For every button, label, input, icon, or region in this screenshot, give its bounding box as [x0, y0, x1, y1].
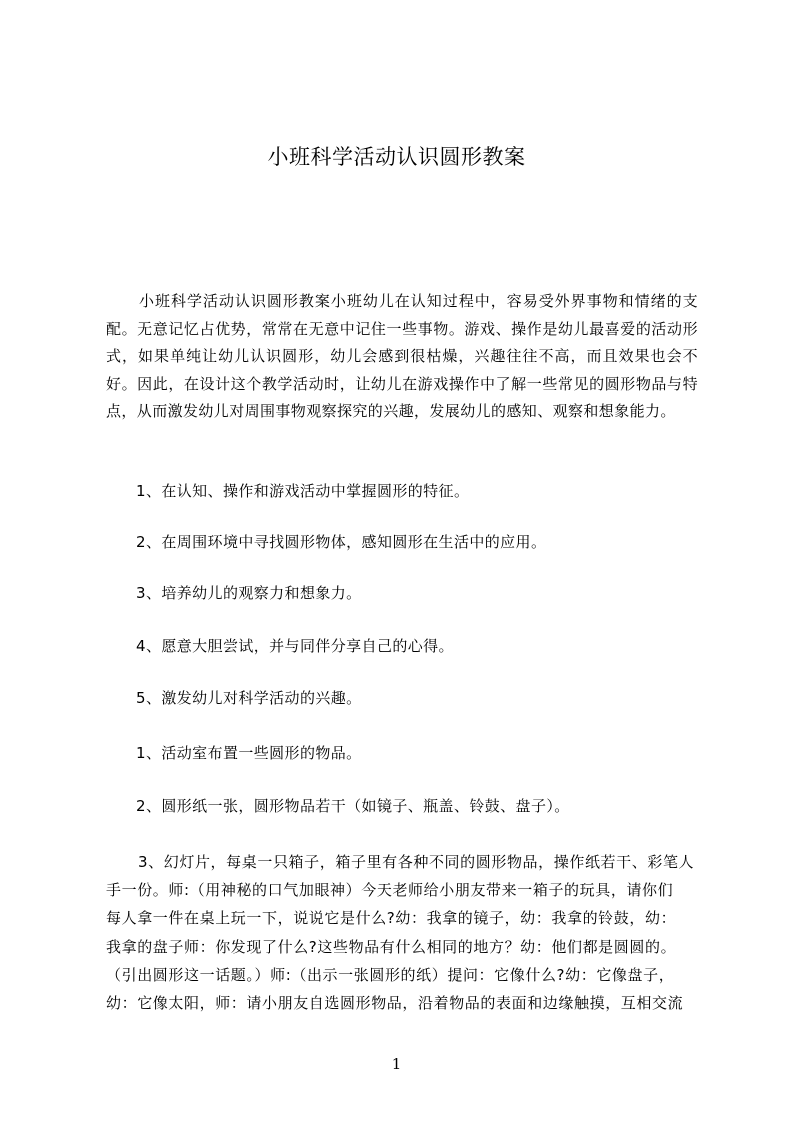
process-line: 我拿的盘子师：你发现了什么?这些物品有什么相同的地方？幼：他们都是圆圆的。 — [106, 937, 677, 956]
process-line: 手一份。师:（用神秘的口气加眼神）今天老师给小朋友带来一箱子的玩具，请你们 — [106, 881, 674, 900]
intro-paragraph: 小班科学活动认识圆形教案小班幼儿在认知过程中，容易受外界事物和情绪的支配。无意记忆占优势，常常在无意中记住一些事物。游戏、操作是幼儿最喜爱的活动形式，如果单纯让幼儿认识圆形，幼儿会感到很枯燥，兴趣往往不高，而且效果也会不好。因此，在设计这个教学活动时，让幼儿在游戏操作中了解一些常见的圆形物品与特点，从而激发幼儿对周围事物观察探究的兴趣，发展幼儿的感知、观察和想象能力。 — [106, 292, 698, 421]
page-title: 小班科学活动认识圆形教案 — [267, 145, 526, 169]
process-line: 3、幻灯片，每桌一只箱子，箱子里有各种不同的圆形物品，操作纸若干、彩笔人 — [138, 853, 695, 871]
page-number: 1 — [391, 1055, 402, 1073]
process-line: 幼：它像太阳，师：请小朋友自选圆形物品，沿着物品的表面和边缘触摸，互相交流 — [106, 994, 684, 1013]
goal-item: 3、培养幼儿的观察力和想象力。 — [136, 584, 362, 602]
goal-item: 4、愿意大胆尝试，并与同伴分享自己的心得。 — [136, 637, 454, 655]
process-line: （引出圆形这一话题。）师:（出示一张圆形的纸）提问：它像什么?幼：它像盘子， — [106, 965, 675, 984]
preparation-item: 2、圆形纸一张，圆形物品若干（如镜子、瓶盖、铃鼓、盘子）。 — [136, 797, 570, 815]
goal-item: 2、在周围环境中寻找圆形物体，感知圆形在生活中的应用。 — [136, 533, 547, 551]
process-line: 每人拿一件在桌上玩一下，说说它是什么?幼：我拿的镜子，幼：我拿的铃鼓，幼： — [106, 909, 677, 928]
goal-item: 1、在认知、操作和游戏活动中掌握圆形的特征。 — [136, 482, 470, 500]
preparation-item: 1、活动室布置一些圆形的物品。 — [136, 744, 362, 762]
process-paragraph — [106, 848, 706, 1017]
goal-item: 5、激发幼儿对科学活动的兴趣。 — [136, 689, 362, 707]
